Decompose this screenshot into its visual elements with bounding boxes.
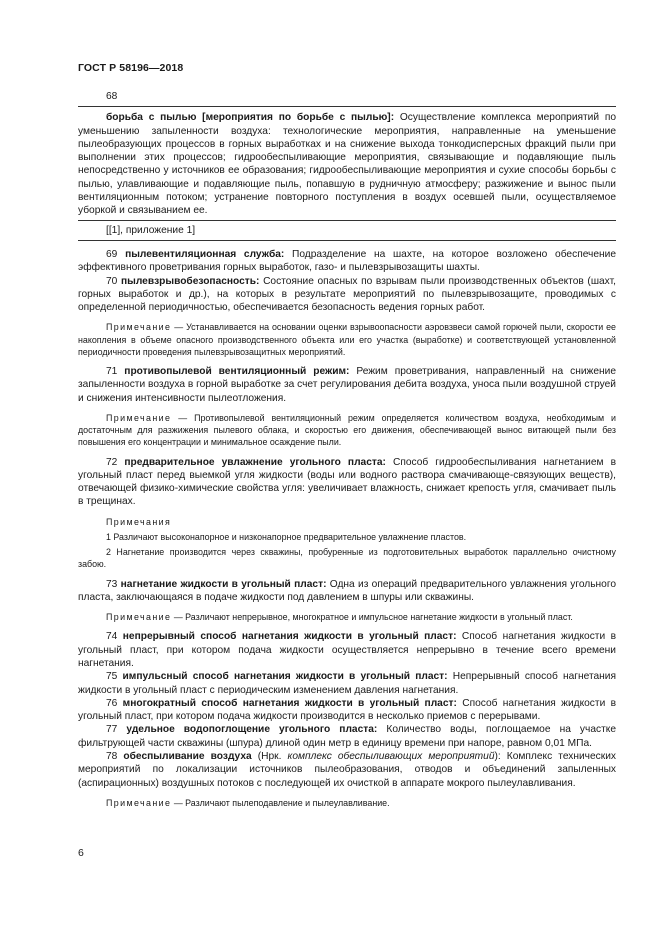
- entry-70: [78, 275, 616, 315]
- entry-73-definition: Одна из операций предварительного увлажнения угольного пласта, заключающаяся в подаче жидкости под давлением в шпуры или скважины.: [78, 578, 616, 603]
- entry-77-number: 77: [106, 724, 118, 736]
- entry-78-pre: (Нрк.: [251, 751, 288, 763]
- notes-72-label: Примечания: [106, 516, 172, 527]
- entry-72-definition: Способ гидрообеспыливания нагнетанием в угольный пласт перед выемкой угля жидкости (воды или водного раствора смачивающе-связующих веществ), отвечающей физико-химические свойства угля: увеличивает влажность, снижает крепость угля, смачивает пыль в трещинах.: [78, 456, 616, 508]
- entry-73-term: нагнетание жидкости в угольный пласт:: [120, 578, 327, 590]
- note-72-item-2: 2 Нагнетание производится через скважины, пробуренные из подготовительных выработок параллельно очистному забою.: [78, 547, 616, 570]
- note-72-item-1: 1 Различают высоконапорное и низконапорное предварительное увлажнение пластов.: [106, 531, 467, 542]
- entry-77-definition: Количество воды, поглощаемое на участке фильтрующей части скважины (шпура) длиной один метр в единицу времени при напоре, равном 0,01 МПа.: [78, 724, 616, 749]
- entry-71: [78, 365, 616, 405]
- entry-76-term: многократный способ нагнетания жидкости в угольный пласт:: [122, 697, 457, 709]
- entry-72-term: предварительное увлажнение угольного пласта:: [124, 456, 386, 468]
- entry-68-box: [78, 106, 616, 241]
- entry-78-number: 78: [106, 751, 118, 763]
- entry-74-number: 74: [106, 631, 118, 643]
- note-70: [78, 321, 616, 358]
- entry-72: [78, 456, 616, 509]
- entry-70-number: 70: [106, 275, 118, 287]
- entry-74-term: непрерывный способ нагнетания жидкости в угольный пласт:: [122, 631, 457, 643]
- page-number: 6: [78, 847, 84, 859]
- notes-72-label-line: [78, 516, 616, 528]
- entry-74: [78, 630, 616, 670]
- entry-68-term: борьба с пылью [мероприятия по борьбе с пылью]:: [106, 112, 395, 124]
- entry-77: [78, 723, 616, 750]
- entry-76-definition: Способ нагнетания жидкости в угольный пласт, при котором подача жидкости производится в несколько приемов с перерывами.: [78, 697, 616, 723]
- note-71-label: Примечание: [106, 412, 172, 423]
- entry-76: [78, 697, 616, 724]
- entry-68-number: 68: [106, 91, 118, 102]
- entry-72-number: 72: [106, 456, 118, 468]
- entry-78-term: обеспыливание воздуха: [123, 751, 252, 763]
- entry-73: [78, 578, 616, 605]
- entry-69-definition: Подразделение на шахте, на которое возложено обеспечение эффективного проветривания горных выработок, газо- и пылевзрывозащиты шахты.: [78, 248, 616, 274]
- entry-75-term: импульсный способ нагнетания жидкости в угольный пласт:: [122, 671, 448, 683]
- entry-70-term: пылевзрывобезопасность:: [120, 275, 260, 287]
- entry-68-definition: Осуществление комплекса мероприятий по уменьшению запыленности воздуха: технологические мероприятия, направленные на уменьшение пылеобразующих процессов в горных выработках и на снижение выхода тонкодисперсных фракций пыли при выполнении этих процессов; гидрообеспыливающие мероприятия, связывающие и подавляющие пыль непосредственно у источников ее образования; гидрообеспыливающие мероприятия и сухие способы борьбы с пылью, улавливающие и подавляющие пыль, попавшую в рудничную атмосферу; разжижение и вынос пыли вентиляционным потоком; устранение повторного поступления в воздух осевшей пыли, осуществляемое уборкой и связыванием ее.: [78, 112, 617, 217]
- note-71: [78, 412, 616, 449]
- note-71-text: — Противопылевой вентиляционный режим определяется количеством воздуха, необходимым и достаточным для разжижения пылевого облака, и скоростью его движения, обеспечивающей вынос витающей пыли без повышения его концентрации и минимальное осаждение пыли.: [78, 412, 616, 448]
- entry-69-term: пылевентиляционная служба:: [125, 248, 285, 260]
- entry-69: [78, 248, 616, 275]
- entry-78-nrk: комплекс обеспыливающих мероприятий: [287, 751, 495, 763]
- page-content: [78, 90, 616, 809]
- entry-71-term: противопылевой вентиляционный режим:: [124, 366, 350, 378]
- note-78: [78, 797, 616, 809]
- entry-78: [78, 750, 616, 790]
- entry-68-reference: [[1], приложение 1]: [78, 220, 616, 237]
- entry-77-term: удельное водопоглощение угольного пласта:: [126, 724, 378, 736]
- entry-78-definition: ): Комплекс технических мероприятий по локализации источников пылеобразования, отводов и объединений запыленных (аспирационных) воздушных потоков с последующей их очисткой в аппарате мокрого пылеулавливания.: [78, 751, 616, 789]
- page-header: ГОСТ Р 58196—2018: [78, 62, 184, 74]
- note-78-text: — Различают пылеподавление и пылеулавливание.: [171, 797, 390, 808]
- entry-75: [78, 670, 616, 697]
- entry-68-text: [78, 111, 616, 217]
- entry-73-number: 73: [106, 578, 118, 590]
- entry-75-definition: Непрерывный способ нагнетания жидкости в угольный пласт с периодическим изменением давления нагнетания.: [78, 671, 616, 696]
- note-73: [78, 611, 616, 623]
- entry-71-number: 71: [106, 366, 118, 378]
- entry-69-number: 69: [106, 248, 118, 260]
- entry-75-number: 75: [106, 671, 118, 683]
- note-70-text: — Устанавливается на основании оценки взрывоопасности аэровзвеси самой горючей пыли, скорости ее накопления в объеме опасного производственного объекта или его участка (выработке) и соответствующей установленной периодичности проведения пылевзрывозащитных мероприятий.: [78, 322, 616, 357]
- entry-71-definition: Режим проветривания, направленный на снижение запыленности воздуха в горной выработке за счет регулирования дебита воздуха, уноса пыли воздушной струей и снижения интенсивности пылеотложения.: [78, 366, 616, 404]
- note-78-label: Примечание: [106, 797, 172, 808]
- note-73-label: Примечание: [106, 612, 172, 623]
- entry-76-number: 76: [106, 697, 118, 709]
- entry-74-definition: Способ нагнетания жидкости в угольный пласт, при котором подача жидкости осуществляется непрерывно в течение всего времени нагнетания.: [78, 631, 616, 669]
- note-70-label: Примечание: [106, 322, 172, 333]
- note-73-text: — Различают непрерывное, многократное и импульсное нагнетание жидкости в угольный пласт.: [171, 612, 573, 623]
- entry-70-definition: Состояние опасных по взрывам пыли производственных объектов (шахт, горных выработок и др.), на которых в результате мероприятий по пылевзрывозащите, проводимых с определенной периодичностью, обеспечивается безопасность ведения горных работ.: [78, 275, 617, 314]
